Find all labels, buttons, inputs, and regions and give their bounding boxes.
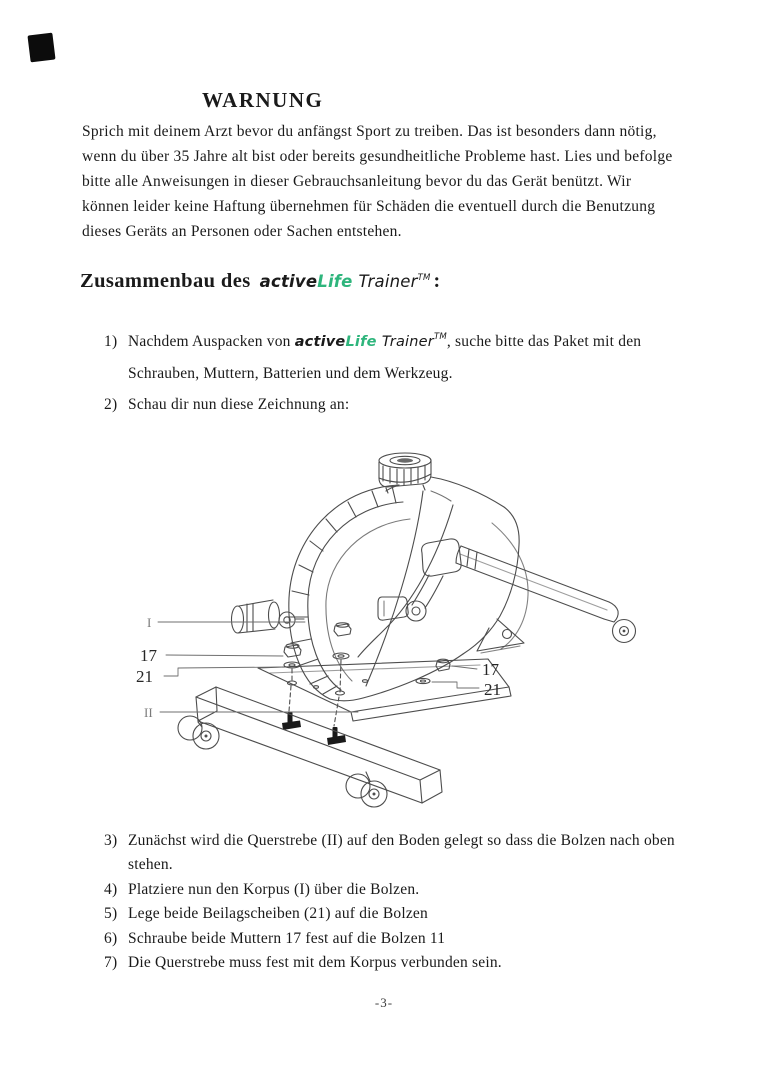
warning-line: können leider keine Haftung übernehmen für Schäden die eventuell durch die Benutzung — [82, 198, 656, 215]
warning-line: Sprich mit deinem Arzt bevor du anfängst Sport zu treiben. Das ist besonders dann nötig, — [82, 123, 657, 140]
step-3-number-spacer — [104, 853, 128, 877]
label-nut-17-left: 17 — [140, 646, 157, 665]
warning-line: dieses Geräts an Personen oder Sachen entstehen. — [82, 223, 402, 240]
step-7-text: Die Querstrebe muss fest mit dem Korpus verbunden sein. — [128, 954, 502, 972]
label-washer-21-left: 21 — [136, 667, 153, 686]
step-2-number: 2) — [104, 396, 118, 413]
trainer-exploded-drawing — [120, 435, 680, 835]
step-2-text: Schau dir nun diese Zeichnung an: — [128, 396, 350, 413]
step-1-text-after: , suche bitte das Paket mit den — [446, 333, 642, 350]
fastener-nut-washer-left — [284, 644, 301, 711]
brand-word-trainer: Trainer — [381, 334, 434, 350]
step-3 — [104, 829, 704, 853]
brand-tm-superscript: TM — [433, 332, 447, 342]
step-5-text: Lege beide Beilagscheiben (21) auf die Bolzen — [128, 905, 428, 923]
brand-word-life: Life — [317, 272, 353, 291]
label-nut-17-right: 17 — [482, 660, 499, 679]
warning-line: bitte alle Anweisungen in dieser Gebrauchsanleitung bevor du das Gerät benützt. Wir — [82, 173, 632, 190]
step-6 — [104, 927, 704, 951]
brand-word-active: active — [259, 272, 318, 291]
brand-word-life: Life — [345, 334, 377, 350]
assembly-heading — [80, 270, 440, 293]
label-querstrebe-II: II — [144, 705, 153, 720]
warning-title: WARNUNG — [202, 88, 324, 112]
querstrebe-crossbar — [196, 687, 442, 803]
page-number: -3- — [374, 995, 394, 1010]
tension-knob-icon — [379, 453, 431, 493]
label-korpus-I: I — [147, 615, 152, 630]
step-2 — [104, 394, 349, 416]
assembly-heading-colon: : — [433, 270, 441, 292]
step-1-number-spacer — [104, 359, 128, 388]
step-5 — [104, 902, 704, 926]
brand-wordmark — [260, 272, 431, 291]
assembly-diagram — [120, 435, 680, 835]
step-1-text-before: Nachdem Auspacken von — [128, 333, 295, 350]
step-6-number: 6) — [104, 929, 118, 947]
handlebar-icon — [456, 546, 636, 643]
step-1 — [104, 327, 641, 388]
step-3-line-1: Zunächst wird die Querstrebe (II) auf den Boden gelegt so dass die Bolzen nach oben — [128, 832, 675, 849]
brand-tm-superscript: TM — [417, 273, 431, 283]
crank-arm-icon — [378, 539, 461, 621]
assembly-heading-text: Zusammenbau des — [80, 270, 251, 292]
scan-ink-blot — [27, 33, 55, 63]
warning-line: wenn du über 35 Jahre alt bist oder bereits gesundheitliche Probleme hast. Lies und befolge — [82, 148, 673, 165]
step-5-number: 5) — [104, 905, 118, 923]
step-3-line-2: stehen. — [128, 856, 173, 874]
step-3-number: 3) — [104, 832, 118, 849]
brand-word-trainer: Trainer — [358, 272, 418, 291]
step-4-number: 4) — [104, 880, 118, 898]
step-1-line-2: Schrauben, Muttern, Batterien und dem Werkzeug. — [128, 365, 453, 382]
step-7 — [104, 951, 704, 975]
label-washer-21-right: 21 — [484, 680, 501, 699]
warning-paragraph — [82, 119, 702, 244]
assembly-steps-3-7 — [104, 829, 704, 975]
brand-word-active: active — [294, 334, 346, 350]
step-4-text: Platziere nun den Korpus (I) über die Bolzen. — [128, 880, 420, 898]
step-1-number: 1) — [104, 333, 118, 350]
brand-wordmark — [295, 334, 447, 350]
step-1-line-1 — [128, 327, 641, 359]
step-4 — [104, 878, 704, 902]
step-7-number: 7) — [104, 954, 118, 972]
step-3-continued — [104, 853, 704, 877]
step-6-text: Schraube beide Muttern 17 fest auf die Bolzen 11 — [128, 929, 446, 947]
